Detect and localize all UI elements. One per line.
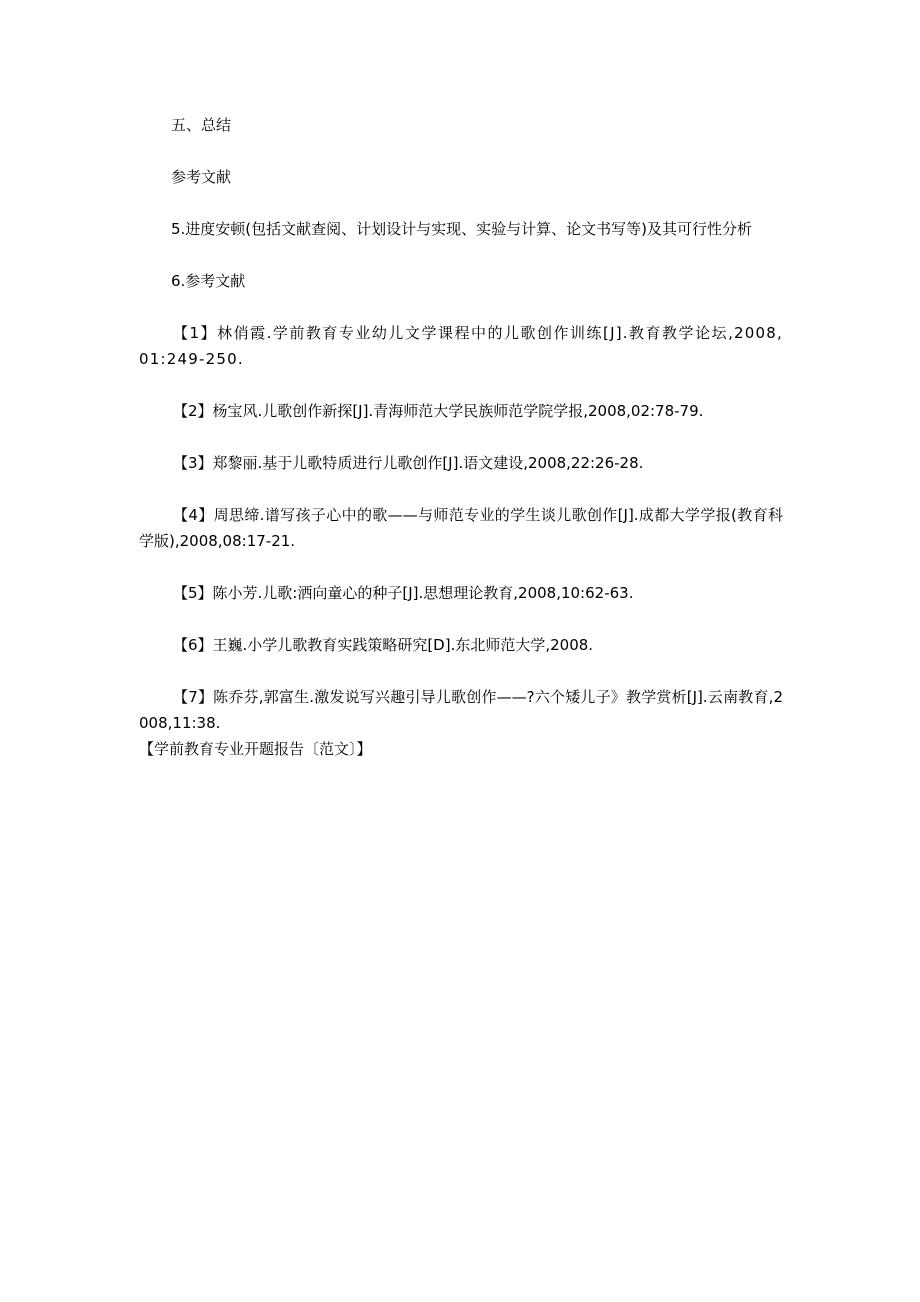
reference-item-1: 【1】林俏霞.学前教育专业幼儿文学课程中的儿歌创作训练[J].教育教学论坛,2008,01:249-250. bbox=[139, 324, 783, 368]
section-5-schedule: 5.进度安顿(包括文献查阅、计划设计与实现、实验与计算、论文书写等)及其可行性分析 bbox=[171, 220, 753, 238]
reference-item-3: 【3】郑黎丽.基于儿歌特质进行儿歌创作[J].语文建设,2008,22:26-28. bbox=[173, 454, 644, 472]
reference-item-6: 【6】王巍.小学儿歌教育实践策略研究[D].东北师范大学,2008. bbox=[173, 636, 594, 654]
heading-summary: 五、总结 bbox=[171, 116, 232, 134]
document-body bbox=[139, 112, 783, 762]
reference-item-4: 【4】周思缔.谱写孩子心中的歌——与师范专业的学生谈儿歌创作[J].成都大学学报(教育科学版),2008,08:17-21. bbox=[139, 506, 783, 550]
heading-references: 参考文献 bbox=[171, 168, 232, 186]
section-6-references: 6.参考文献 bbox=[171, 272, 246, 290]
reference-item-2: 【2】杨宝风.儿歌创作新探[J].青海师范大学民族师范学院学报,2008,02:78-79. bbox=[173, 402, 704, 420]
document-footer-title: 【学前教育专业开题报告〔范文〕】 bbox=[139, 740, 372, 758]
reference-item-7: 【7】陈乔芬,郭富生.激发说写兴趣引导儿歌创作——?六个矮儿子》教学赏析[J].云南教育,2008,11:38. bbox=[139, 688, 783, 732]
reference-item-5: 【5】陈小芳.儿歌:洒向童心的种子[J].思想理论教育,2008,10:62-63. bbox=[173, 584, 634, 602]
